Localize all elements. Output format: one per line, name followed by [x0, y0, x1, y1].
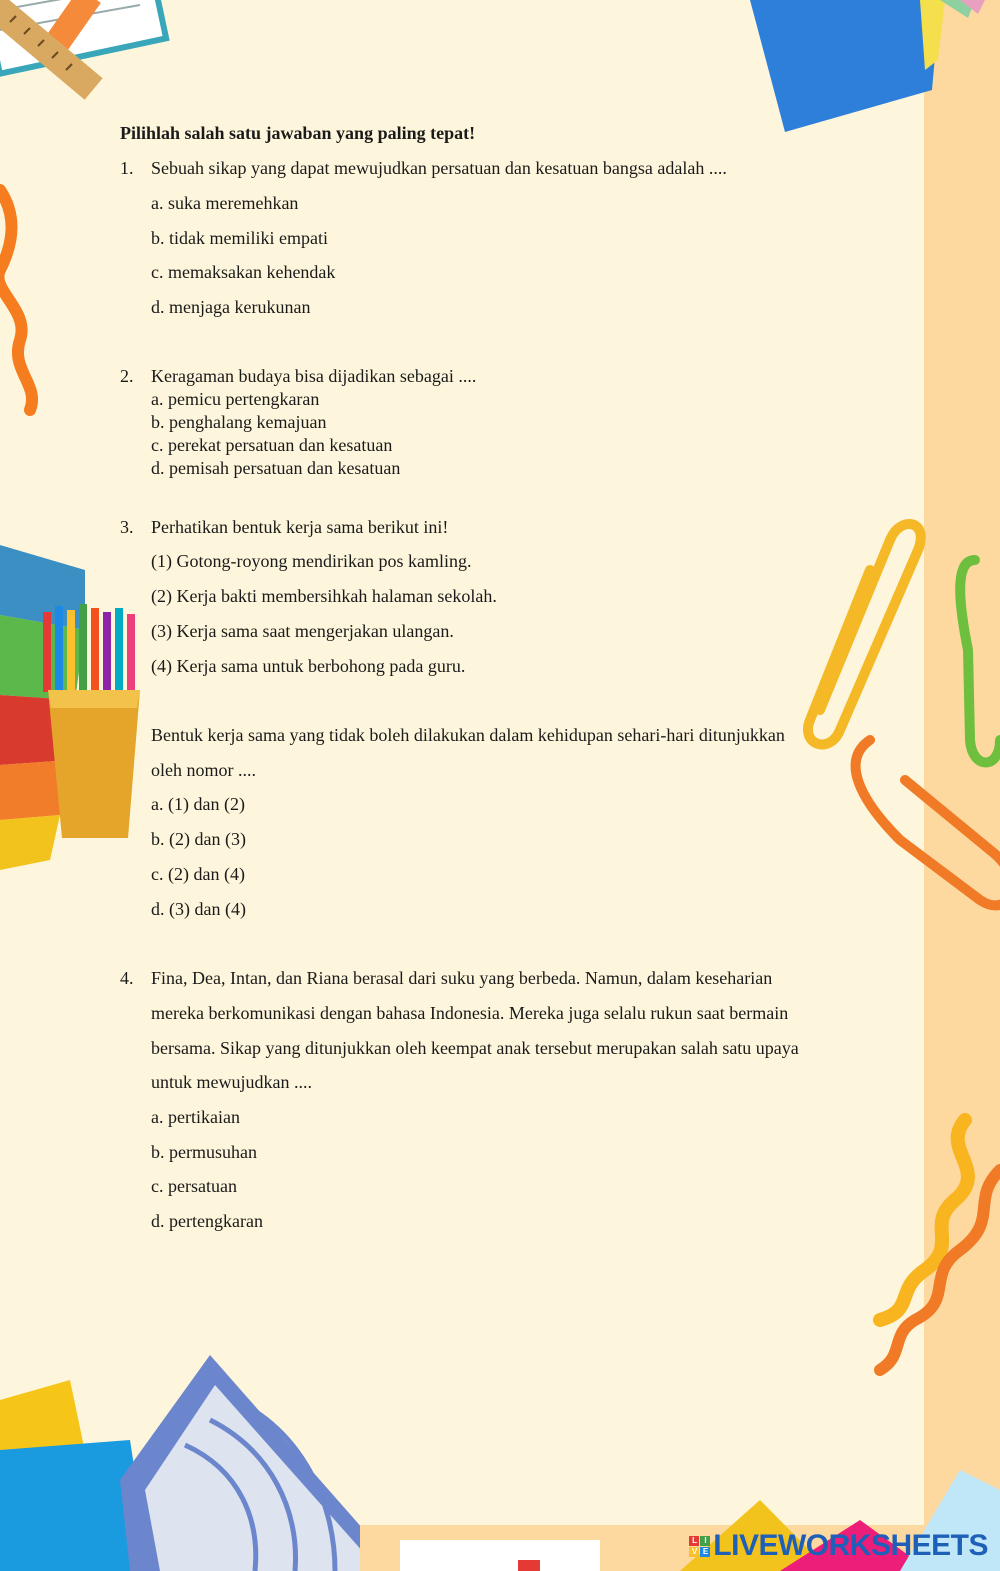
question-3-text: Perhatikan bentuk kerja sama berikut ini! [151, 517, 449, 537]
question-2-text: Keragaman budaya bisa dijadikan sebagai .... [151, 366, 477, 386]
question-1-option-c[interactable]: c. memaksakan kehendak [151, 262, 336, 282]
question-4-text-line-4: untuk mewujudkan .... [151, 1072, 312, 1092]
liveworksheets-logo-icon [689, 1536, 710, 1557]
question-3-option-b[interactable]: b. (2) dan (3) [151, 829, 246, 849]
question-4-text-line-3: bersama. Sikap yang ditunjukkan oleh keempat anak tersebut merupakan salah satu upaya [151, 1038, 799, 1058]
question-3-prompt-line-1: Bentuk kerja sama yang tidak boleh dilakukan dalam kehidupan sehari-hari ditunjukkan [151, 725, 785, 745]
question-4-number: 4. [120, 968, 134, 988]
question-1-option-a[interactable]: a. suka meremehkan [151, 193, 299, 213]
question-3-number: 3. [120, 517, 134, 537]
logo-tile-l: L [689, 1536, 699, 1546]
question-3-item-3: (3) Kerja sama saat mengerjakan ulangan. [151, 621, 454, 641]
question-2-option-d[interactable]: d. pemisah persatuan dan kesatuan [151, 458, 401, 478]
question-3-item-2: (2) Kerja bakti membersihkah halaman sekolah. [151, 586, 497, 606]
question-3-option-a[interactable]: a. (1) dan (2) [151, 794, 245, 814]
question-3-option-c[interactable]: c. (2) dan (4) [151, 864, 245, 884]
instruction-heading: Pilihlah salah satu jawaban yang paling tepat! [120, 123, 476, 143]
question-4-option-d[interactable]: d. pertengkaran [151, 1211, 263, 1231]
logo-tile-v: V [689, 1547, 699, 1557]
liveworksheets-watermark [689, 1529, 988, 1563]
question-1-number: 1. [120, 158, 134, 178]
logo-tile-e: E [700, 1547, 710, 1557]
question-2-number: 2. [120, 366, 134, 386]
question-4-text-line-1: Fina, Dea, Intan, dan Riana berasal dari suku yang berbeda. Namun, dalam keseharian [151, 968, 773, 988]
logo-tile-i: I [700, 1536, 710, 1546]
question-4-option-c[interactable]: c. persatuan [151, 1176, 237, 1196]
bottom-notebook-decoration [0, 1355, 400, 1571]
question-2-option-b[interactable]: b. penghalang kemajuan [151, 412, 327, 432]
question-3-prompt-line-2: oleh nomor .... [151, 760, 256, 780]
question-4-option-b[interactable]: b. permusuhan [151, 1142, 257, 1162]
question-2-option-a[interactable]: a. pemicu pertengkaran [151, 389, 320, 409]
ruler-pencil-decoration [0, 0, 166, 100]
question-3-item-1: (1) Gotong-royong mendirikan pos kamling. [151, 551, 472, 571]
question-1-option-b[interactable]: b. tidak memiliki empati [151, 228, 328, 248]
question-2-option-c[interactable]: c. perekat persatuan dan kesatuan [151, 435, 393, 455]
question-1-option-d[interactable]: d. menjaga kerukunan [151, 297, 311, 317]
question-3-item-4: (4) Kerja sama untuk berbohong pada guru. [151, 656, 466, 676]
question-1-text: Sebuah sikap yang dapat mewujudkan persatuan dan kesatuan bangsa adalah .... [151, 158, 727, 178]
side-strip [924, 0, 1000, 1571]
question-4-text-line-2: mereka berkomunikasi dengan bahasa Indonesia. Mereka juga selalu rukun saat bermain [151, 1003, 789, 1023]
orange-squiggle-left [0, 190, 32, 410]
watermark-brand: LIVEWORKSHEETS [713, 1529, 988, 1562]
question-3-option-d[interactable]: d. (3) dan (4) [151, 899, 246, 919]
question-4-option-a[interactable]: a. pertikaian [151, 1107, 240, 1127]
